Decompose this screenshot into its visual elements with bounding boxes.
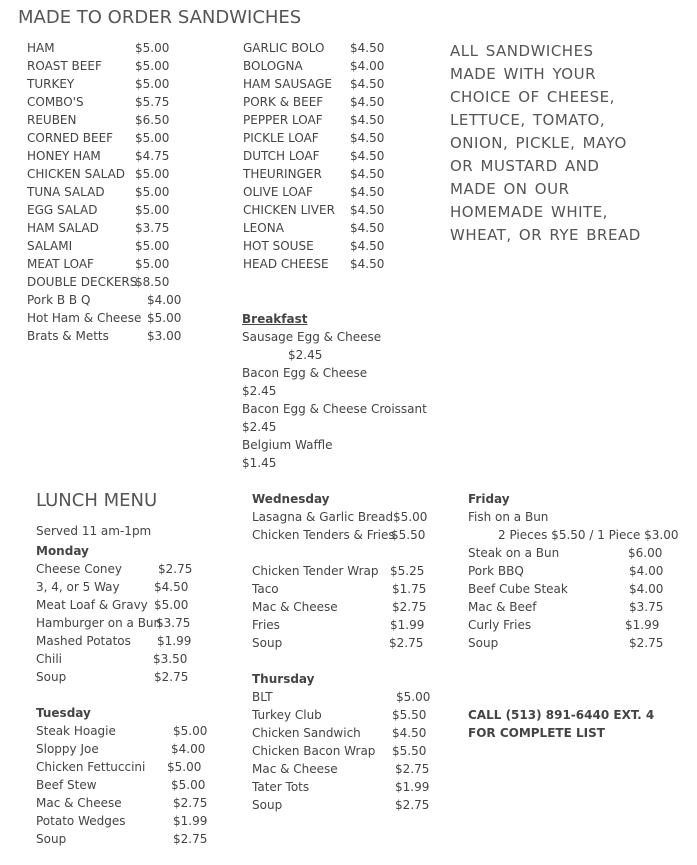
sandwich-note-line: ONION, PICKLE, MAYO [450,134,627,152]
item-name: Beef Cube Steak [468,582,568,596]
item-name: Mac & Cheese [252,762,338,776]
item-price: $6.00 [628,546,663,560]
item-price: $4.00 [350,59,385,73]
item-name: Chili [36,652,62,666]
item-name: CORNED BEEF [27,131,114,145]
sandwich-note-line: HOMEMADE WHITE, [450,203,608,221]
sandwich-note-line: MADE WITH YOUR [450,65,597,83]
item-price: $5.00 [135,167,170,181]
item-price: $3.75 [156,616,191,630]
item-price: $2.75 [173,832,208,846]
item-price: $5.00 [135,239,170,253]
breakfast-item-name: Sausage Egg & Cheese [242,330,382,344]
item-name: Beef Stew [36,778,97,792]
item-price: $6.50 [135,113,170,127]
item-name: REUBEN [27,113,77,127]
item-price: $5.00 [173,724,208,738]
item-name: LEONA [243,221,284,235]
item-price: $4.50 [392,726,427,740]
item-name: THEURINGER [243,167,322,181]
item-name: Fries [252,618,280,632]
sandwich-note-line: WHEAT, OR RYE BREAD [450,226,641,244]
item-name: TUNA SALAD [27,185,105,199]
item-name: HOT SOUSE [243,239,314,253]
lunch-menu-heading: LUNCH MENU [36,490,158,511]
item-name: TURKEY [27,77,75,91]
item-name: Hamburger on a Bun [36,616,162,630]
item-name: Taco [252,582,279,596]
item-price: $5.00 [135,131,170,145]
day-heading-thursday: Thursday [252,672,315,686]
item-name: DUTCH LOAF [243,149,320,163]
item-name: HAM SALAD [27,221,99,235]
item-price: $5.25 [390,564,425,578]
item-name: Lasagna & Garlic Bread [252,510,394,524]
item-price: $3.75 [135,221,170,235]
item-price: $4.50 [350,167,385,181]
item-price: $1.75 [392,582,427,596]
breakfast-item-price: $1.45 [242,456,277,470]
breakfast-item-name: Belgium Waffle [242,438,333,452]
friday-fish-pricing: 2 Pieces $5.50 / 1 Piece $3.00 [498,528,679,542]
day-heading-friday: Friday [468,492,510,506]
item-name: Curly Fries [468,618,532,632]
breakfast-item-price: $2.45 [242,384,277,398]
item-name: CHICKEN SALAD [27,167,126,181]
item-name: GARLIC BOLO [243,41,325,55]
item-price: $4.00 [629,582,664,596]
item-name: Hot Ham & Cheese [27,311,142,325]
item-name: Chicken Fettuccini [36,760,146,774]
item-price: $1.99 [157,634,192,648]
item-name: Soup [36,670,67,684]
item-price: $5.00 [135,77,170,91]
item-price: $4.50 [350,41,385,55]
item-name: Mac & Beef [468,600,537,614]
item-name: PEPPER LOAF [243,113,323,127]
item-name: HAM [27,41,55,55]
sandwich-note-line: ALL SANDWICHES [450,42,594,60]
breakfast-heading: Breakfast [242,312,308,326]
item-price: $4.00 [629,564,664,578]
item-name: Cheese Coney [36,562,123,576]
item-name: PICKLE LOAF [243,131,319,145]
item-price: $2.75 [389,636,424,650]
item-price: $2.75 [154,670,189,684]
item-price: $4.75 [135,149,170,163]
item-price: $5.75 [135,95,170,109]
item-name: Meat Loaf & Gravy [36,598,148,612]
item-price: $4.50 [350,239,385,253]
item-price: $5.50 [391,528,426,542]
item-name: Soup [252,636,283,650]
item-name: Soup [252,798,283,812]
sandwich-options-note [450,40,690,247]
item-price: $5.00 [135,257,170,271]
day-heading-wednesday: Wednesday [252,492,330,506]
item-price: $2.75 [392,600,427,614]
item-name: BLT [252,690,273,704]
day-heading-monday: Monday [36,544,89,558]
item-name: CHICKEN LIVER [243,203,335,217]
item-price: $4.50 [350,203,385,217]
item-price: $5.00 [396,690,431,704]
item-price: $8.50 [135,275,170,289]
item-name: Chicken Bacon Wrap [252,744,376,758]
item-name: COMBO'S [27,95,84,109]
item-name: Steak on a Bun [468,546,560,560]
item-name: 3, 4, or 5 Way [36,580,120,594]
item-price: $2.75 [395,798,430,812]
sandwich-note-line: LETTUCE, TOMATO, [450,111,606,129]
item-name: Turkey Club [252,708,322,722]
item-price: $5.00 [135,59,170,73]
item-price: $4.50 [350,257,385,271]
item-name: Potato Wedges [36,814,126,828]
item-name: Steak Hoagie [36,724,116,738]
item-price: $5.00 [135,41,170,55]
item-name: ROAST BEEF [27,59,102,73]
item-name: OLIVE LOAF [243,185,313,199]
page-title: MADE TO ORDER SANDWICHES [18,7,302,28]
item-name: Sloppy Joe [36,742,99,756]
item-name: MEAT LOAF [27,257,94,271]
lunch-served-hours: Served 11 am-1pm [36,524,152,538]
breakfast-item-price: $2.45 [242,420,277,434]
item-name: HEAD CHEESE [243,257,329,271]
item-price: $5.00 [393,510,428,524]
item-price: $5.50 [392,744,427,758]
item-price: $4.00 [147,293,182,307]
item-name: Chicken Tender Wrap [252,564,379,578]
item-name: Mac & Cheese [252,600,338,614]
item-price: $3.50 [153,652,188,666]
item-name: HONEY HAM [27,149,101,163]
item-price: $5.00 [135,203,170,217]
item-price: $4.50 [350,221,385,235]
item-price: $2.75 [173,796,208,810]
item-name: Mac & Cheese [36,796,122,810]
item-name: BOLOGNA [243,59,303,73]
item-price: $1.99 [173,814,208,828]
friday-fish-item: Fish on a Bun [468,510,549,524]
item-price: $5.50 [392,708,427,722]
item-price: $5.00 [154,598,189,612]
item-price: $1.99 [625,618,660,632]
item-name: Mashed Potatos [36,634,131,648]
item-price: $4.50 [350,131,385,145]
item-price: $3.75 [629,600,664,614]
day-heading-tuesday: Tuesday [36,706,91,720]
item-name: Tater Tots [252,780,310,794]
item-price: $5.00 [147,311,182,325]
sandwich-note-line: CHOICE OF CHEESE, [450,88,615,106]
item-name: DOUBLE DECKERS [27,275,138,289]
item-price: $4.00 [171,742,206,756]
sandwich-note-line: OR MUSTARD AND [450,157,600,175]
breakfast-item-price: $2.45 [288,348,323,362]
breakfast-item-name: Bacon Egg & Cheese [242,366,368,380]
item-name: Chicken Sandwich [252,726,361,740]
item-price: $2.75 [395,762,430,776]
item-name: Soup [36,832,67,846]
item-name: PORK & BEEF [243,95,324,109]
item-name: Brats & Metts [27,329,109,343]
item-price: $4.50 [350,113,385,127]
item-name: Chicken Tenders & Fries [252,528,395,542]
item-name: Soup [468,636,499,650]
breakfast-item-name: Bacon Egg & Cheese Croissant [242,402,427,416]
item-price: $3.00 [147,329,182,343]
item-price: $2.75 [629,636,664,650]
item-price: $4.50 [350,149,385,163]
sandwich-note-line: MADE ON OUR [450,180,570,198]
call-for-list-note: CALL (513) 891-6440 EXT. 4 FOR COMPLETE LIST [468,708,655,740]
item-price: $4.50 [350,77,385,91]
item-price: $1.99 [390,618,425,632]
item-name: SALAMI [27,239,73,253]
item-name: Pork B B Q [27,293,91,307]
item-price: $5.00 [135,185,170,199]
item-price: $5.00 [167,760,202,774]
item-price: $5.00 [171,778,206,792]
item-price: $4.50 [350,185,385,199]
item-price: $4.50 [154,580,189,594]
item-name: HAM SAUSAGE [243,77,332,91]
item-price: $2.75 [158,562,193,576]
item-name: EGG SALAD [27,203,98,217]
item-price: $4.50 [350,95,385,109]
item-name: Pork BBQ [468,564,524,578]
item-price: $1.99 [395,780,430,794]
